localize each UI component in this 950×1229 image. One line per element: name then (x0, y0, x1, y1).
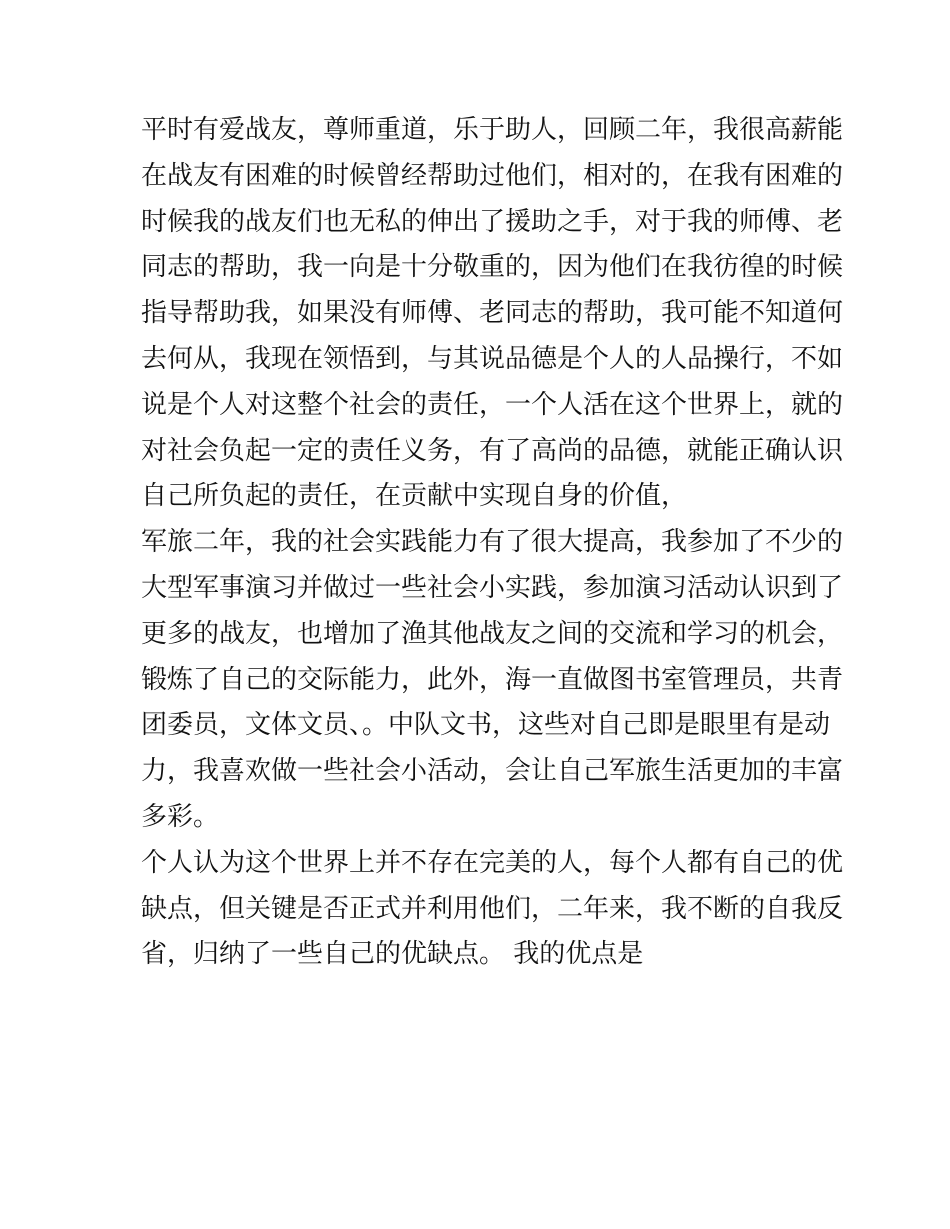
text-line: 锻炼了自己的交际能力，此外，海一直做图书室管理员，共青 (141, 664, 844, 695)
text-line: 省，归纳了一些自己的优缺点。 我的优点是 (141, 939, 644, 970)
text-line: 平时有爱战友，尊师重道，乐于助人，回顾二年，我很高薪能 (141, 115, 844, 145)
text-line: 同志的帮助，我一向是十分敬重的，因为他们在我彷徨的时候 (141, 252, 844, 283)
text-line: 指导帮助我，如果没有师傅、老同志的帮助，我可能不知道何 (141, 298, 844, 329)
text-line: 大型军事演习并做过一些社会小实践，参加演习活动认识到了 (141, 572, 844, 603)
text-line: 军旅二年，我的社会实践能力有了很大提高，我参加了不少的 (141, 527, 844, 558)
text-line: 对社会负起一定的责任义务，有了高尚的品德，就能正确认识 (141, 435, 844, 466)
text-line: 自己所负起的责任，在贡献中实现自身的价值， (141, 481, 688, 512)
text-line: 个人认为这个世界上并不存在完美的人，每个人都有自己的优 (141, 847, 844, 878)
text-line: 缺点，但关键是否正式并利用他们，二年来，我不断的自我反 (141, 893, 844, 924)
text-line: 团委员，文体文员、。中队文书，这些对自己即是眼里有是动 (141, 710, 831, 741)
text-line: 更多的战友，也增加了渔其他战友之间的交流和学习的机会， (141, 618, 844, 649)
body-text (141, 108, 844, 978)
text-line: 说是个人对这整个社会的责任，一个人活在这个世界上，就的 (141, 389, 844, 420)
text-line: 时候我的战友们也无私的伸出了援助之手，对于我的师傅、老 (141, 206, 844, 237)
text-line: 去何从，我现在领悟到，与其说品德是个人的人品操行，不如 (141, 343, 844, 374)
text-line: 在战友有困难的时候曾经帮助过他们，相对的，在我有困难的 (141, 160, 844, 191)
text-line: 力，我喜欢做一些社会小活动，会让自己军旅生活更加的丰富 (141, 756, 844, 787)
text-line: 多彩。 (141, 801, 220, 832)
